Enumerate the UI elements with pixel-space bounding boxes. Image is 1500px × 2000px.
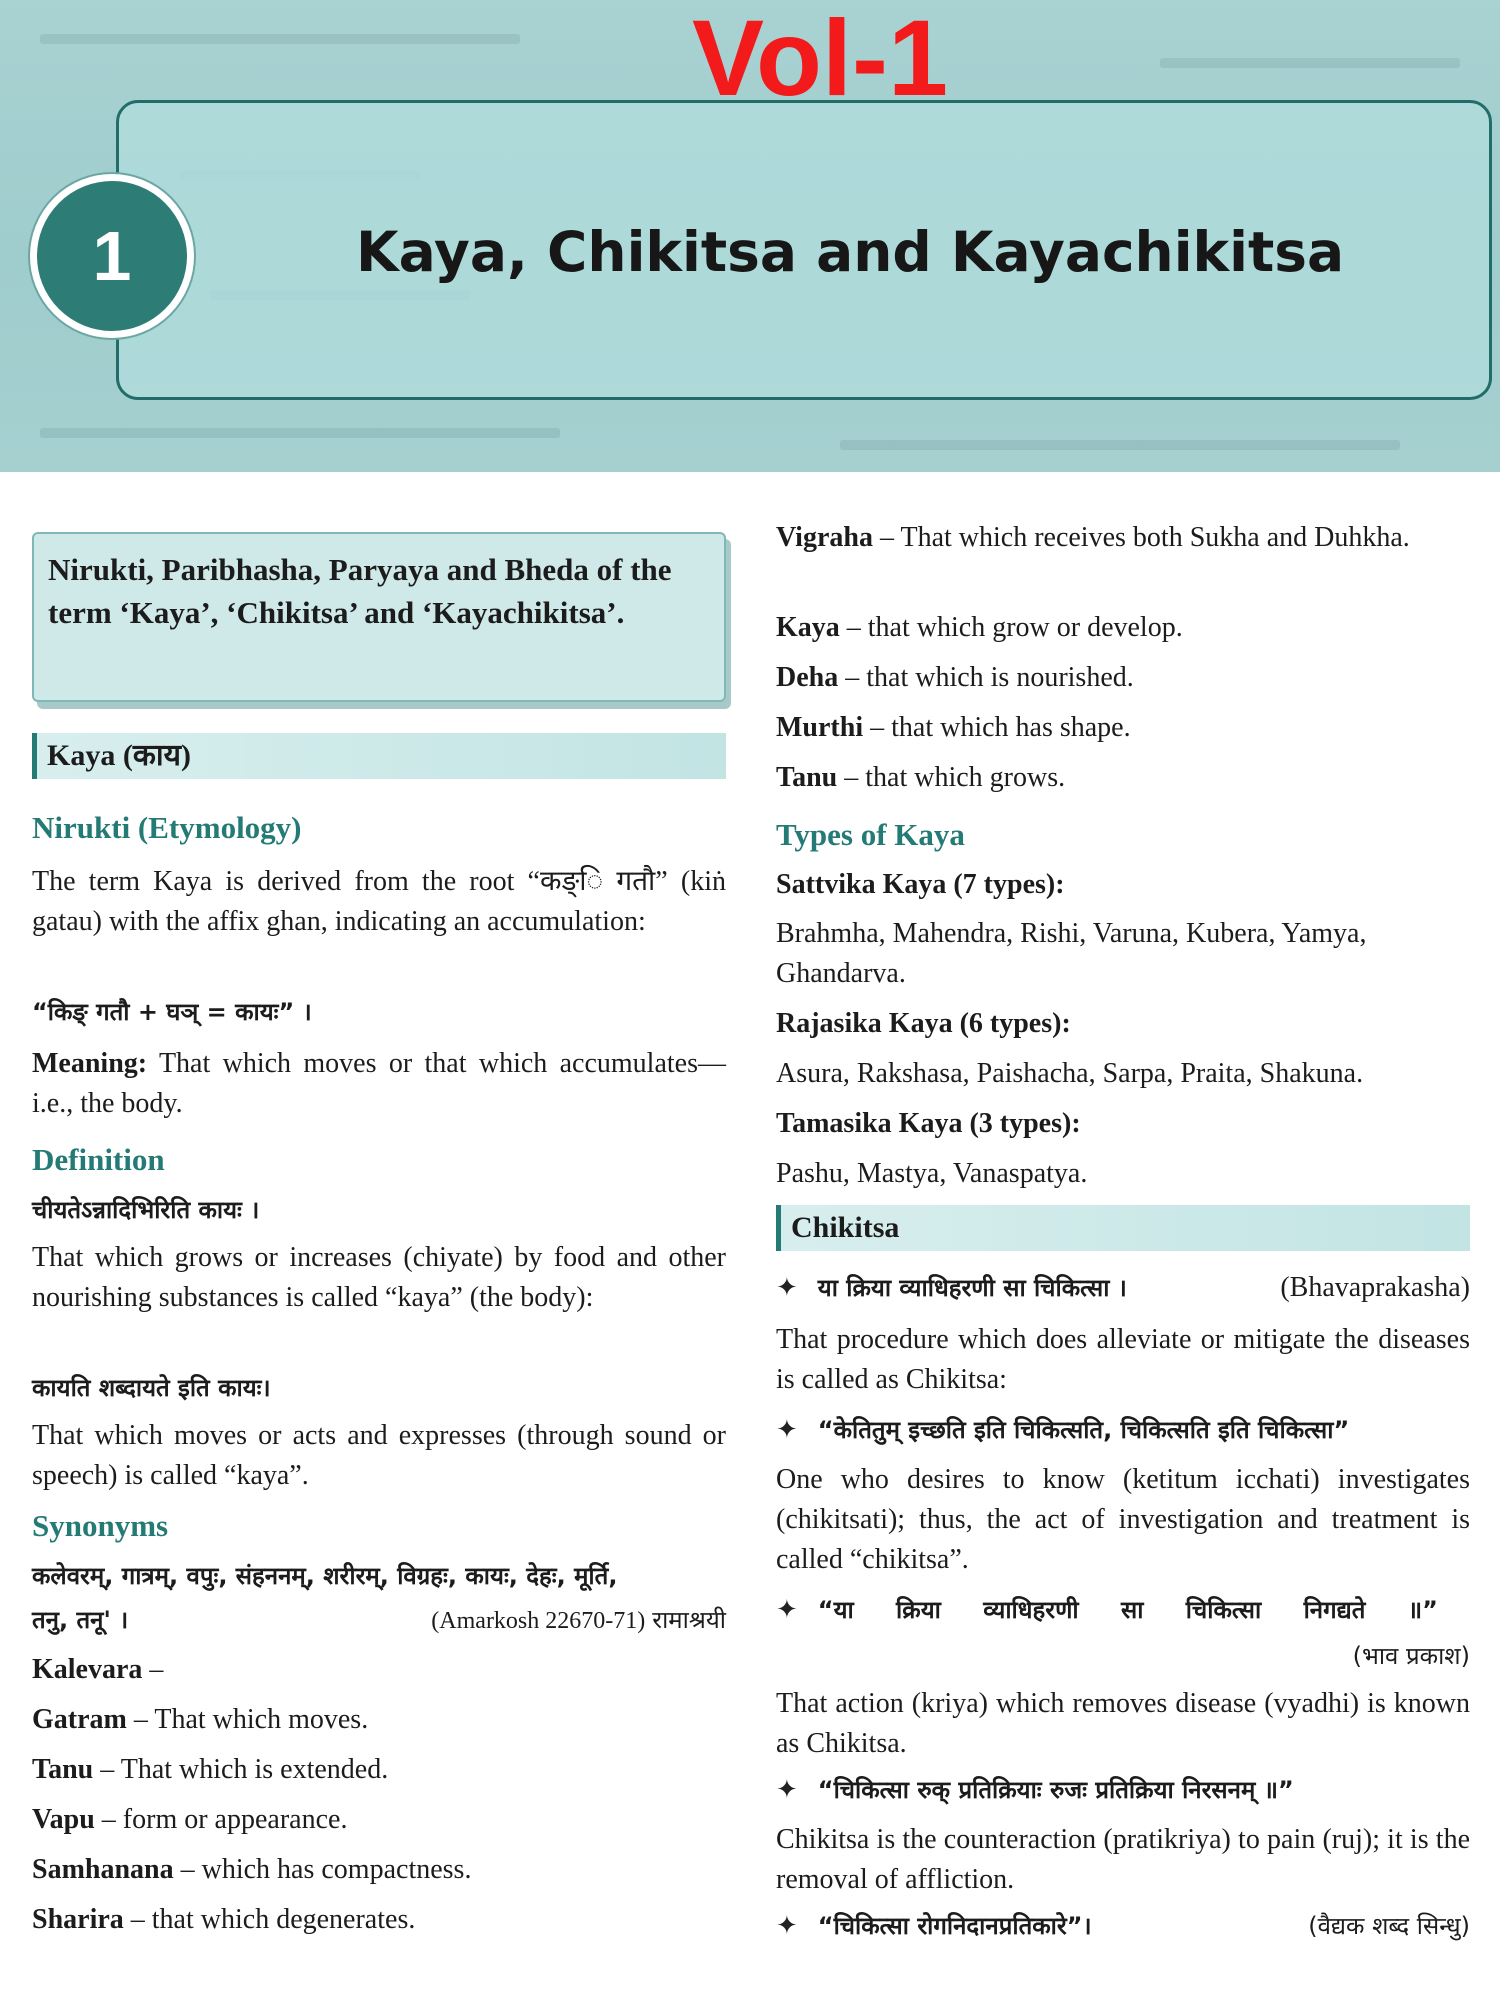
- bullet-icon: ✦: [776, 1595, 798, 1624]
- list-item: [32, 1700, 726, 1750]
- synonym-desc: – That which moves.: [126, 1704, 369, 1735]
- bullet-icon: ✦: [776, 1273, 798, 1302]
- bullet-icon: ✦: [776, 1775, 798, 1804]
- show-through-text: [40, 428, 560, 438]
- quote-3-source-text: (भाव प्रकाश): [1352, 1642, 1470, 1670]
- bullet-icon: ✦: [776, 1415, 798, 1444]
- rajasika-label: Rajasika Kaya (6 types):: [776, 1008, 1071, 1039]
- synonym-term: Sharira: [32, 1904, 124, 1935]
- synonym-term: Gatram: [32, 1704, 127, 1735]
- quote-1-sanskrit: या क्रिया व्याधिहरणी सा चिकित्सा ।: [817, 1274, 1127, 1302]
- synonym-term: Tanu: [32, 1754, 94, 1785]
- definition-paragraph-2: That which moves or acts and expresses (through sound or speech) is called “kaya”.: [32, 1420, 726, 1491]
- sattvika-label: Sattvika Kaya (7 types):: [776, 869, 1065, 900]
- list-item: [776, 658, 1470, 708]
- sattvika-list: Brahmha, Mahendra, Rishi, Varuna, Kubera, Yamya, Ghandarva.: [776, 918, 1367, 989]
- quote-1: [776, 1268, 1470, 1308]
- synonym-desc: – that which is nourished.: [838, 662, 1134, 693]
- synonym-desc: – that which grow or develop.: [839, 612, 1183, 643]
- list-item: [32, 1850, 726, 1900]
- list-item: [776, 708, 1470, 758]
- show-through-text: [840, 440, 1400, 450]
- tamasika-label: Tamasika Kaya (3 types):: [776, 1108, 1081, 1139]
- list-item: [776, 758, 1470, 808]
- vigraha-entry: [776, 518, 1470, 558]
- synonym-term: Samhanana: [32, 1854, 174, 1885]
- chapter-title: Kaya, Chikitsa and Kayachikitsa: [356, 220, 1345, 284]
- tamasika-list: Pashu, Mastya, Vanaspatya.: [776, 1158, 1088, 1189]
- quote-5-sanskrit: “चिकित्सा रोगनिदानप्रतिकारे”।: [817, 1912, 1092, 1940]
- section-title-box: Nirukti, Paribhasha, Paryaya and Bheda of the term ‘Kaya’, ‘Chikitsa’ and ‘Kayachikitsa’.: [32, 532, 726, 702]
- synonyms-source-deva: रामाश्रयी: [652, 1606, 726, 1634]
- synonym-desc: – form or appearance.: [94, 1804, 348, 1835]
- quote-4-sanskrit: “चिकित्सा रुक् प्रतिक्रियाः रुजः प्रतिक्रिया निरसनम् ॥”: [817, 1776, 1294, 1804]
- nirukti-paragraph: The term Kaya is derived from the root “कङ्ि गतौ” (kiṅ gatau) with the affix ghan, indicating an accumulation:: [32, 866, 726, 937]
- vigraha-desc: – That which receives both Sukha and Duhkha.: [872, 522, 1410, 553]
- definition-sanskrit: चीयतेऽन्नादिभिरिति कायः ।: [32, 1196, 260, 1224]
- synonym-term: Murthi: [776, 712, 864, 743]
- vigraha-term: Vigraha: [776, 522, 873, 553]
- nirukti-heading: Nirukti (Etymology): [32, 810, 302, 845]
- chapter-number-badge: [30, 174, 194, 338]
- quote-3: [776, 1590, 1470, 1630]
- quote-2: [776, 1410, 1470, 1450]
- definition-paragraph: That which grows or increases (chiyate) by food and other nourishing substances is called “kaya” (the body):: [32, 1242, 726, 1313]
- meaning-label: Meaning:: [32, 1048, 148, 1079]
- chikitsa-paragraph-3: That action (kriya) which removes disease (vyadhi) is known as Chikitsa.: [776, 1688, 1470, 1759]
- definition-heading: Definition: [32, 1142, 165, 1177]
- chikitsa-section-header: Chikitsa: [776, 1205, 1470, 1251]
- list-item: [32, 1650, 726, 1700]
- meaning-text: That which moves or that which accumulates—i.e., the body.: [32, 1048, 726, 1119]
- list-item: [32, 1800, 726, 1850]
- quote-3-source: [776, 1636, 1470, 1676]
- synonym-list-continued: [776, 608, 1470, 808]
- quote-5: [776, 1906, 1470, 1946]
- synonyms-sanskrit-end: तनु, तनू' ।: [32, 1606, 129, 1634]
- chikitsa-paragraph-1: That procedure which does alleviate or mitigate the diseases is called as Chikitsa:: [776, 1324, 1470, 1395]
- types-of-kaya-heading: Types of Kaya: [776, 817, 965, 852]
- synonym-desc: –: [142, 1654, 164, 1685]
- chapter-number: 1: [92, 217, 132, 295]
- quote-4: [776, 1770, 1470, 1810]
- quote-1-source: (Bhavaprakasha): [1280, 1272, 1470, 1303]
- chikitsa-paragraph-4: Chikitsa is the counteraction (pratikriya) to pain (ruj); it is the removal of affliction.: [776, 1824, 1470, 1895]
- synonym-desc: – that which has shape.: [863, 712, 1131, 743]
- quote-2-sanskrit: “केतितुम् इच्छति इति चिकित्सति, चिकित्सति इति चिकित्सा”: [817, 1416, 1350, 1444]
- list-item: [32, 1750, 726, 1800]
- quote-5-source: (वैद्यक शब्द सिन्धु): [1308, 1912, 1470, 1940]
- synonym-term: Deha: [776, 662, 839, 693]
- show-through-text: [40, 34, 520, 44]
- quote-3-sanskrit: “या क्रिया व्याधिहरणी सा चिकित्सा निगद्यते ॥”: [817, 1596, 1438, 1624]
- synonym-desc: – which has compactness.: [173, 1854, 472, 1885]
- chikitsa-paragraph-2: One who desires to know (ketitum icchati) investigates (chikitsati); thus, the act of investigation and treatment is called “chikitsa”.: [776, 1464, 1470, 1575]
- rajasika-list: Asura, Rakshasa, Paishacha, Sarpa, Praita, Shakuna.: [776, 1058, 1364, 1089]
- definition-sanskrit-2: कायति शब्दायते इति कायः।: [32, 1374, 271, 1402]
- synonym-desc: – That which is extended.: [93, 1754, 389, 1785]
- synonym-term: Kaya: [776, 612, 840, 643]
- volume-watermark: Vol-1: [691, 0, 949, 118]
- show-through-text: [1160, 58, 1460, 68]
- list-item: [32, 1900, 726, 1950]
- synonyms-sanskrit: कलेवरम्, गात्रम्, वपुः, संहननम्, शरीरम्, विग्रहः, कायः, देहः, मूर्ति,: [32, 1562, 618, 1590]
- synonyms-sanskrit-line-2: [32, 1600, 726, 1640]
- synonym-term: Vapu: [32, 1804, 95, 1835]
- kaya-formula: “किङ् गतौ + घञ् = कायः” ।: [32, 998, 312, 1026]
- bullet-icon: ✦: [776, 1911, 798, 1940]
- synonym-desc: – that which degenerates.: [123, 1904, 416, 1935]
- synonym-term: Tanu: [776, 762, 838, 793]
- synonym-term: Kalevara: [32, 1654, 143, 1685]
- synonym-list: [32, 1650, 726, 1950]
- list-item: [776, 608, 1470, 658]
- synonyms-heading: Synonyms: [32, 1508, 169, 1543]
- meaning-paragraph: [32, 1044, 726, 1124]
- kaya-section-header: Kaya (काय): [32, 733, 726, 779]
- synonym-desc: – that which grows.: [837, 762, 1066, 793]
- synonyms-source-ref: (Amarkosh 22670-71): [431, 1608, 646, 1634]
- chapter-header-band: [0, 0, 1500, 472]
- synonyms-source: [431, 1600, 726, 1641]
